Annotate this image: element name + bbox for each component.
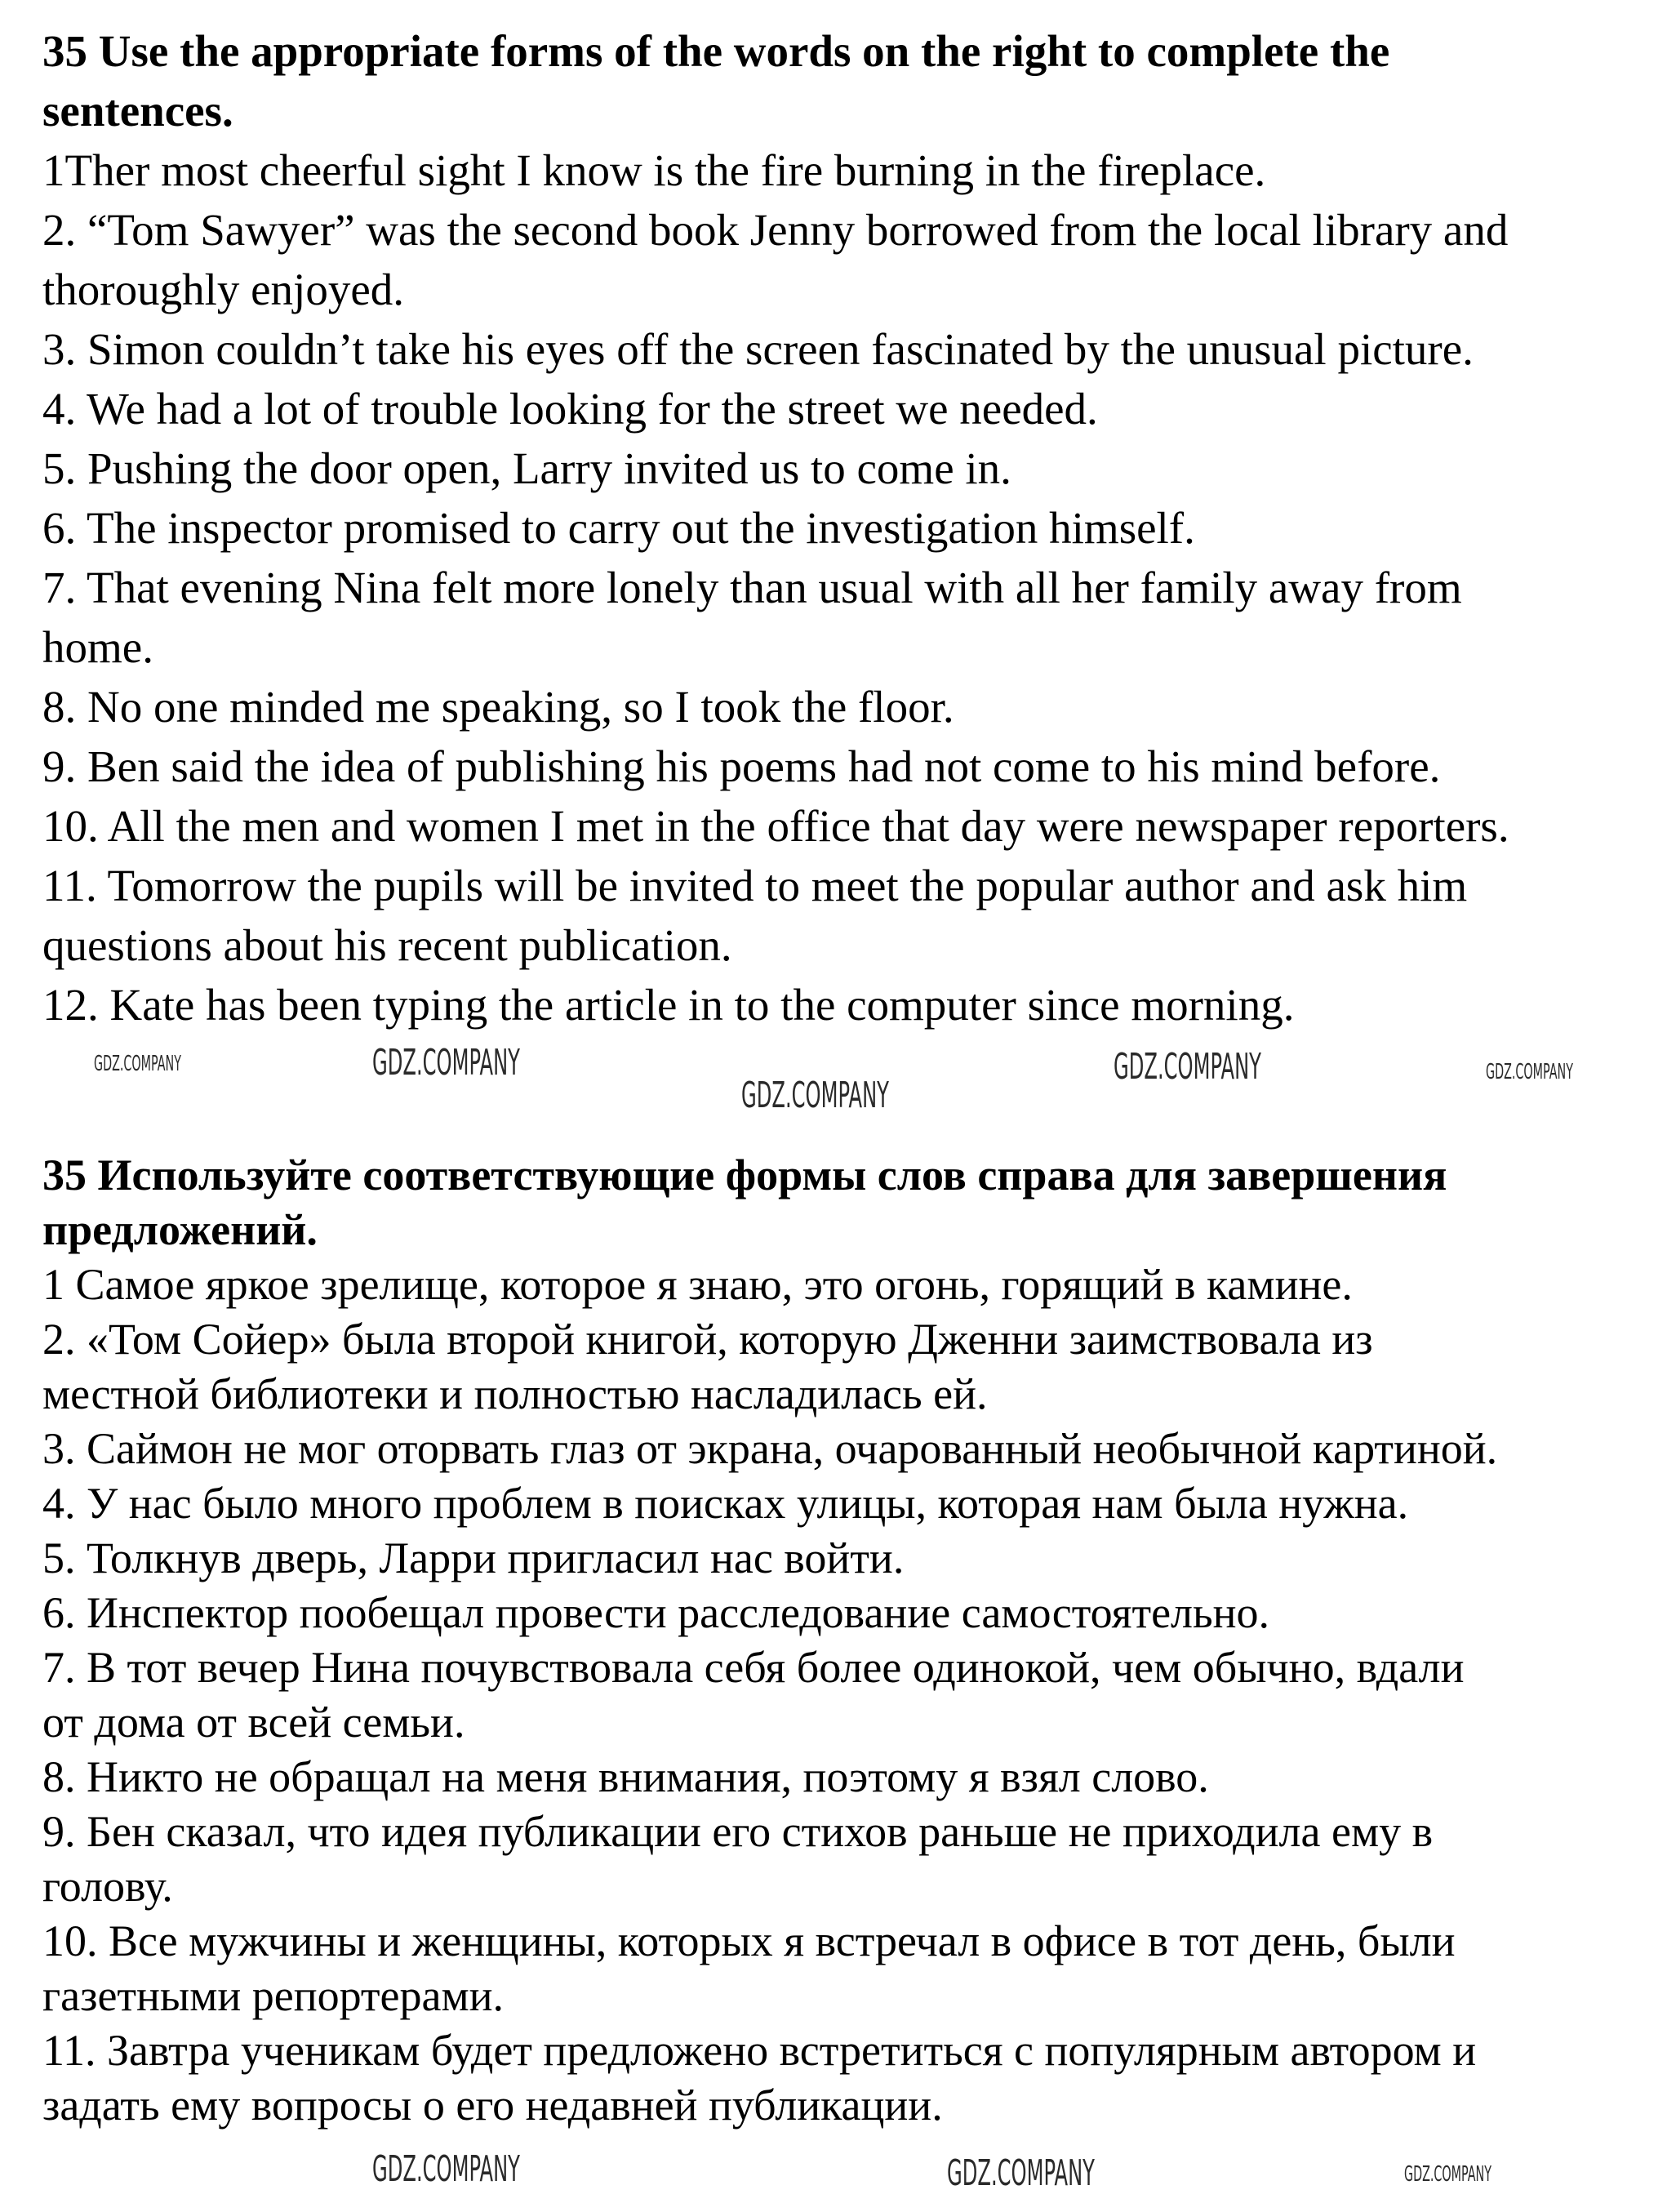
sentence-line: home.: [42, 622, 153, 672]
english-section: [42, 21, 1509, 1035]
watermark: GDZ.COMPANY: [1486, 1060, 1573, 1084]
sentence-line: 7. В тот вечер Нина почувствовала себя более одинокой, чем обычно, вдали: [42, 1643, 1465, 1692]
watermark: GDZ.COMPANY: [947, 2152, 1095, 2194]
english-heading-line: 35 Use the appropriate forms of the words on the right to complete the: [42, 26, 1390, 76]
sentence-line: задать ему вопросы о его недавней публикации.: [42, 2081, 943, 2130]
watermark: GDZ.COMPANY: [372, 2148, 520, 2190]
sentence-line: 5. Pushing the door open, Larry invited us to come in.: [42, 443, 1011, 493]
english-heading-line: sentences.: [42, 86, 233, 136]
sentence-line: от дома от всей семьи.: [42, 1698, 465, 1747]
watermark: GDZ.COMPANY: [372, 1042, 520, 1084]
watermark: GDZ.COMPANY: [741, 1075, 889, 1116]
sentence-line: 4. У нас было много проблем в поисках улицы, которая нам была нужна.: [42, 1479, 1409, 1528]
sentence-line: 5. Толкнув дверь, Ларри пригласил нас войти.: [42, 1533, 905, 1582]
sentence-line: 7. That evening Nina felt more lonely than usual with all her family away from: [42, 563, 1462, 612]
sentence-line: 9. Бен сказал, что идея публикации его стихов раньше не приходила ему в: [42, 1807, 1434, 1856]
russian-heading-line: предложений.: [42, 1205, 318, 1254]
sentence-line: 8. No one minded me speaking, so I took the floor.: [42, 682, 954, 732]
sentence-line: 2. «Том Сойер» была второй книгой, которую Дженни заимствовала из: [42, 1315, 1373, 1364]
watermark: GDZ.COMPANY: [1404, 2162, 1492, 2187]
sentence-line: 12. Kate has been typing the article in to the computer since morning.: [42, 980, 1295, 1030]
sentence-line: 11. Tomorrow the pupils will be invited to meet the popular author and ask him: [42, 861, 1468, 910]
sentence-line: 1Ther most cheerful sight I know is the fire burning in the fireplace.: [42, 145, 1266, 195]
sentence-line: thoroughly enjoyed.: [42, 265, 404, 314]
sentence-line: 3. Simon couldn’t take his eyes off the screen fascinated by the unusual picture.: [42, 324, 1474, 374]
sentence-line: 10. Все мужчины и женщины, которых я встречал в офисе в тот день, были: [42, 1916, 1456, 1965]
sentence-line: 11. Завтра ученикам будет предложено встретиться с популярным автором и: [42, 2026, 1477, 2075]
sentence-line: местной библиотеки и полностью насладилась ей.: [42, 1369, 988, 1418]
russian-section: [42, 1148, 1497, 2133]
sentence-line: голову.: [42, 1862, 173, 1911]
sentence-line: 6. Инспектор пообещал провести расследование самостоятельно.: [42, 1588, 1270, 1637]
russian-heading-line: 35 Используйте соответствующие формы слов справа для завершения: [42, 1151, 1447, 1199]
sentence-line: questions about his recent publication.: [42, 920, 732, 970]
sentence-line: 4. We had a lot of trouble looking for the street we needed.: [42, 384, 1098, 434]
sentence-line: 9. Ben said the idea of publishing his poems had not come to his mind before.: [42, 741, 1441, 791]
sentence-line: 3. Саймон не мог оторвать глаз от экрана, очарованный необычной картиной.: [42, 1424, 1498, 1473]
sentence-line: газетными репортерами.: [42, 1971, 505, 2020]
watermark: GDZ.COMPANY: [1114, 1046, 1261, 1088]
sentence-line: 10. All the men and women I met in the office that day were newspaper reporters.: [42, 801, 1509, 851]
watermark: GDZ.COMPANY: [94, 1052, 181, 1076]
sentence-line: 6. The inspector promised to carry out the investigation himself.: [42, 503, 1195, 553]
sentence-line: 2. “Tom Sawyer” was the second book Jenny borrowed from the local library and: [42, 205, 1509, 255]
sentence-line: 1 Самое яркое зрелище, которое я знаю, это огонь, горящий в камине.: [42, 1260, 1353, 1309]
sentence-line: 8. Никто не обращал на меня внимания, поэтому я взял слово.: [42, 1752, 1209, 1801]
